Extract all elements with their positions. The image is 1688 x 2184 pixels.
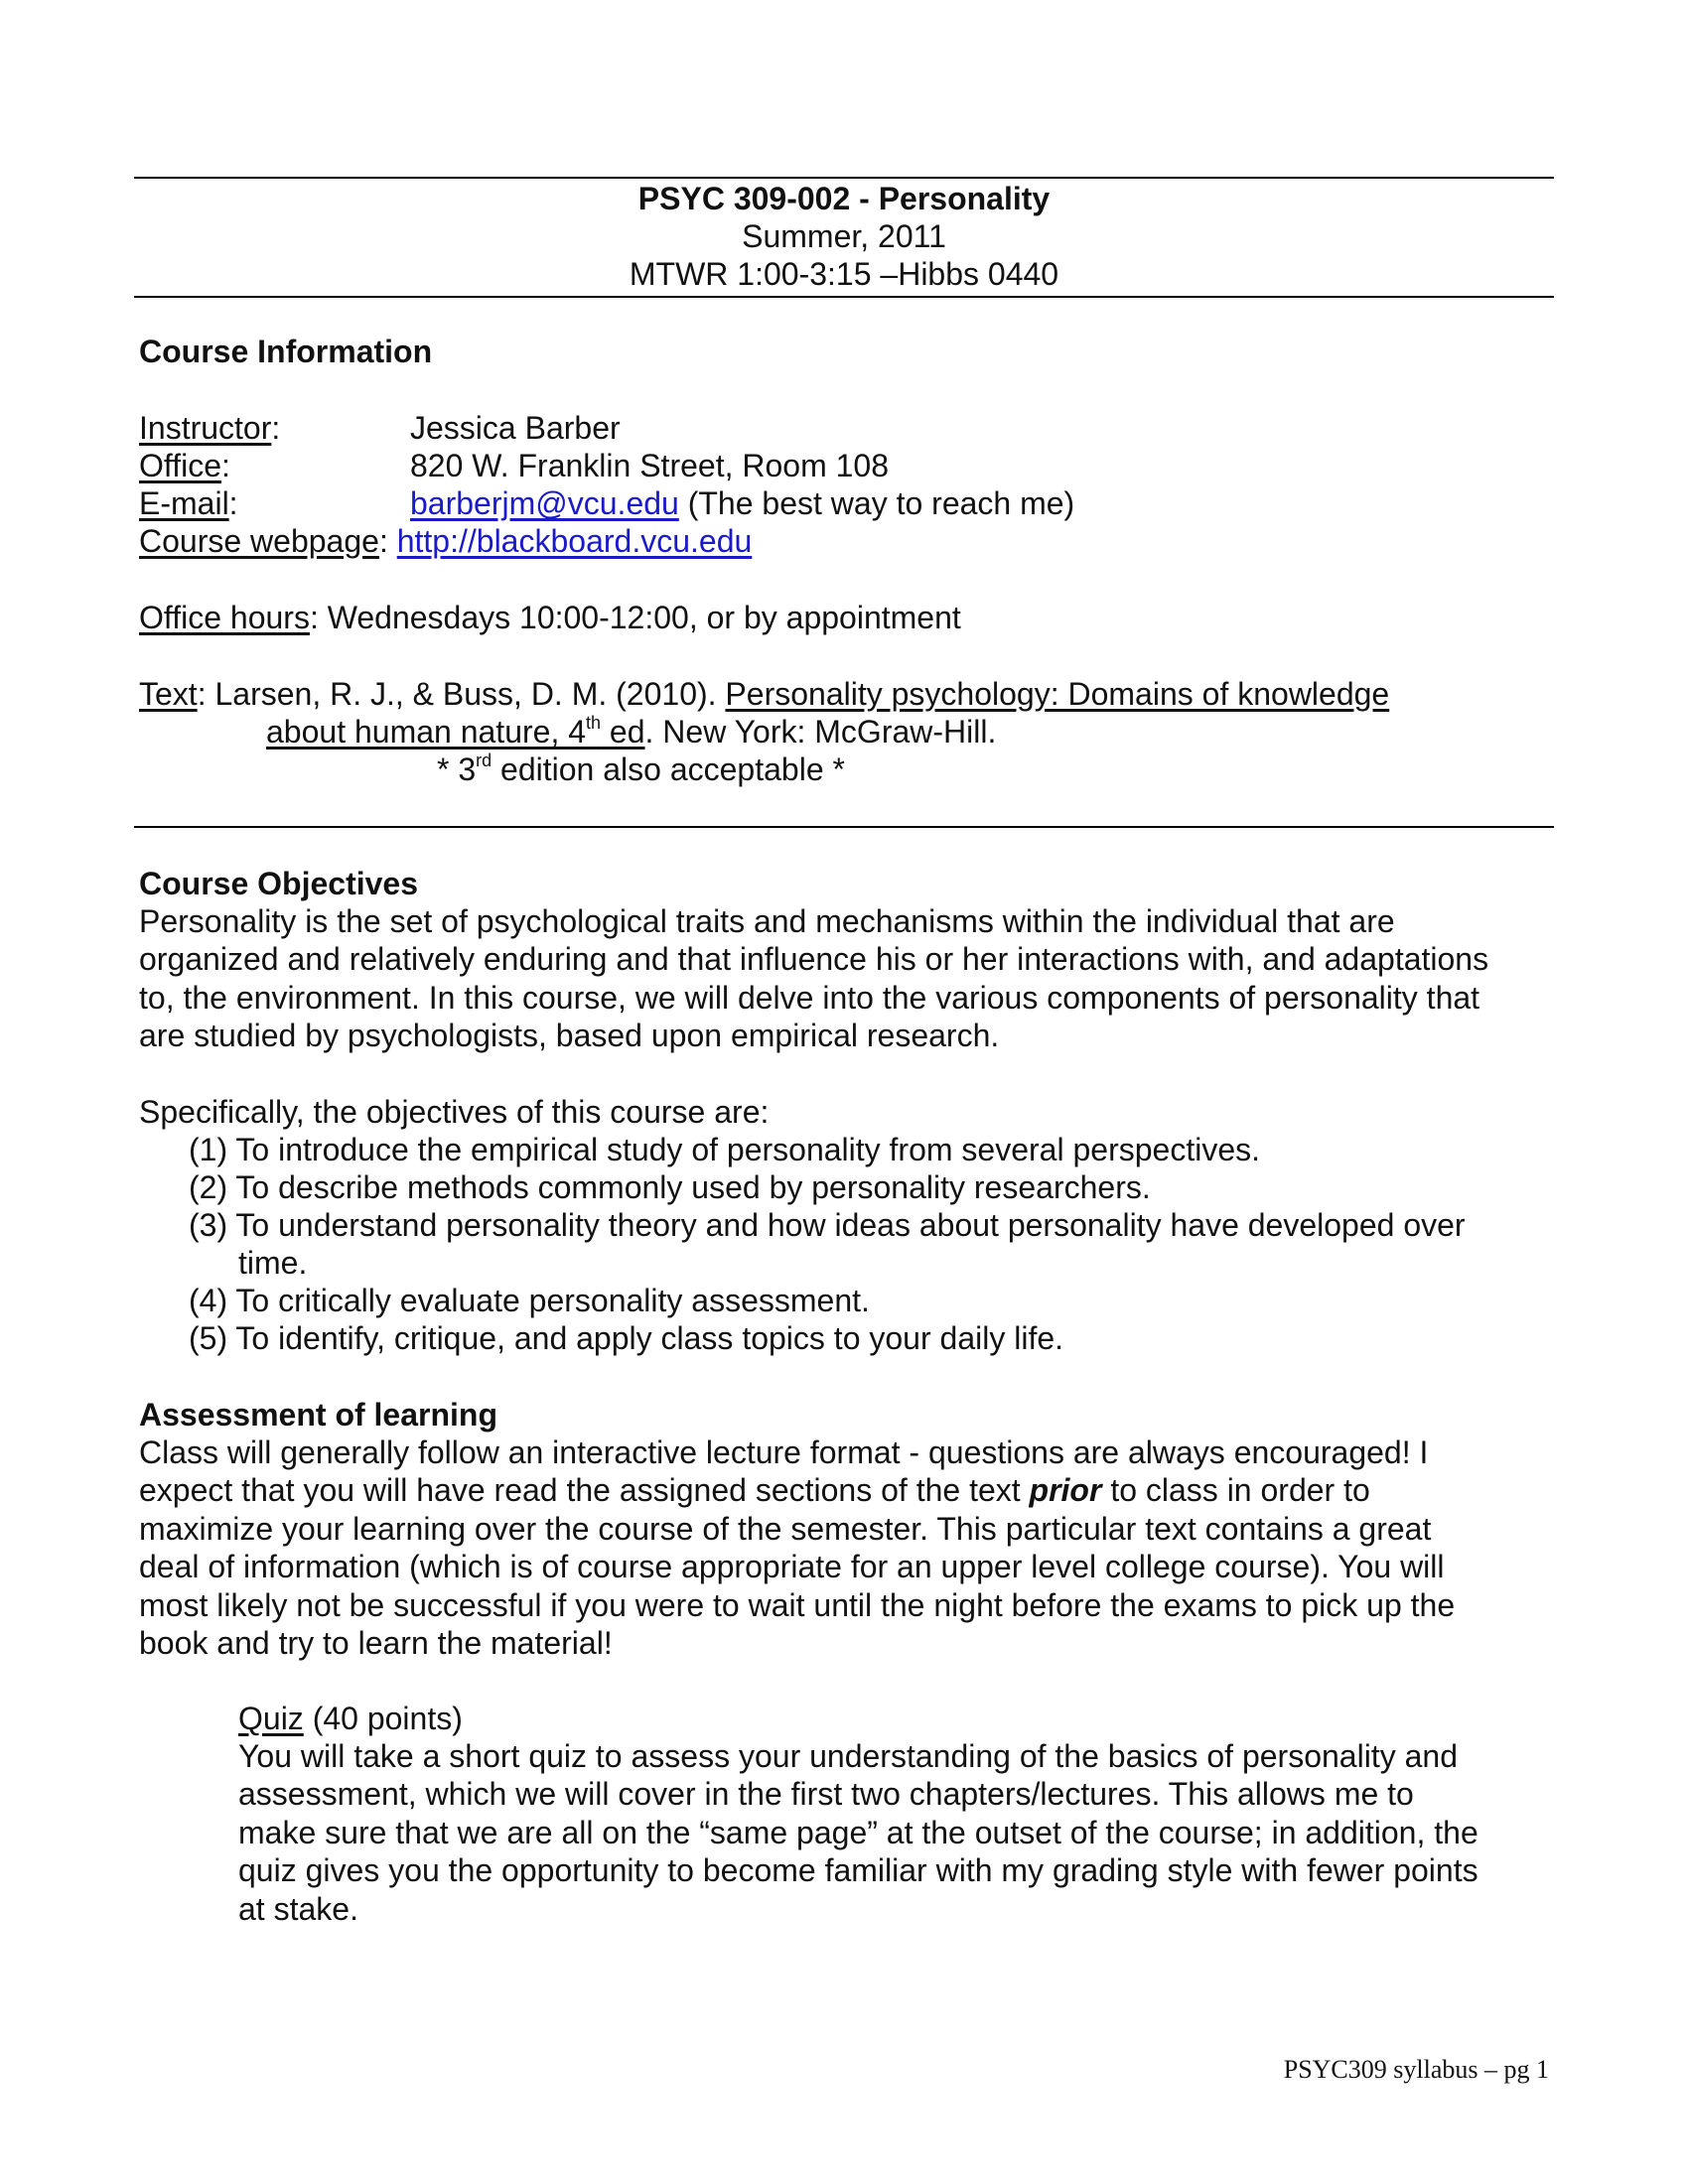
objective-item-4: (4) To critically evaluate personality assessment. bbox=[189, 1283, 870, 1318]
text-title-line1: Personality psychology: Domains of knowledge bbox=[725, 676, 1390, 712]
text-row bbox=[139, 675, 1389, 713]
emphasis-prior: prior bbox=[1029, 1472, 1102, 1509]
quiz-paragraph: You will take a short quiz to assess your understanding of the basics of personality and assessment, which we will cover in the first two chapters/lectures. This allows me to make sure that we are all on the “same page” at the outset of the course; in addition, the quiz gives you the opportunity to become familiar with my grading style with fewer points at stake. bbox=[238, 1738, 1478, 1927]
objectives-paragraph: Personality is the set of psychological traits and mechanisms within the individual that are organized and relatively enduring and that influence his or her interactions with, and adaptations to, the environment. In this course, we will delve into the various components of personality that are studied by psychologists, based upon empirical research. bbox=[139, 903, 1489, 1054]
webpage-row: Course webpage: http://blackboard.vcu.edu bbox=[139, 523, 753, 559]
assessment-heading: Assessment of learning bbox=[139, 1397, 497, 1433]
course-schedule: MTWR 1:00-3:15 –Hibbs 0440 bbox=[629, 256, 1059, 292]
text-title-line2: about human nature, 4th ed bbox=[266, 713, 645, 750]
text-label: Text bbox=[139, 676, 198, 712]
quiz-heading bbox=[238, 1700, 463, 1737]
email-note: (The best way to reach me) bbox=[678, 485, 1075, 521]
email-link[interactable]: barberjm@vcu.edu bbox=[410, 485, 679, 521]
assessment-paragraph: Class will generally follow an interactive lecture format - questions are always encouraged! I expect that you will have read the assigned sections of the text prior to class in order to maximize your learning over the course of the semester. This particular text contains a great deal of information (which is of course appropriate for an upper level college course). You will most likely not be successful if you were to wait until the night before the exams to pick up the book and try to learn the material! bbox=[139, 1434, 1456, 1662]
text-authors: : Larsen, R. J., & Buss, D. M. (2010). bbox=[197, 676, 726, 712]
office-hours-label: Office hours bbox=[139, 600, 310, 635]
section-divider-rule bbox=[134, 826, 1554, 828]
objective-item-1: (1) To introduce the empirical study of personality from several perspectives. bbox=[189, 1132, 1260, 1167]
page-footer: PSYC309 syllabus – pg 1 bbox=[1283, 2055, 1549, 2084]
office-label: Office bbox=[139, 448, 221, 483]
course-term: Summer, 2011 bbox=[742, 218, 946, 254]
office-row: Office: bbox=[139, 448, 230, 483]
office-hours-row bbox=[139, 599, 961, 636]
text-publisher: . New York: McGraw-Hill. bbox=[644, 714, 997, 750]
objective-item-5: (5) To identify, critique, and apply class topics to your daily life. bbox=[189, 1320, 1064, 1356]
email-row: E-mail: bbox=[139, 485, 238, 521]
office-hours-value: : Wednesdays 10:00-12:00, or by appointment bbox=[309, 600, 961, 635]
course-title: PSYC 309-002 - Personality bbox=[637, 181, 1051, 216]
objective-item-3: (3) To understand personality theory and how ideas about personality have developed over bbox=[189, 1207, 1466, 1243]
objectives-intro: Specifically, the objectives of this course are: bbox=[139, 1094, 770, 1130]
quiz-points: (40 points) bbox=[303, 1701, 463, 1736]
objectives-heading: Course Objectives bbox=[139, 866, 418, 901]
header-top-rule bbox=[134, 177, 1554, 179]
objective-item-3-continued: time. bbox=[238, 1245, 308, 1281]
edition-note: * 3rd edition also acceptable * bbox=[437, 751, 845, 787]
course-info-heading: Course Information bbox=[139, 334, 433, 369]
instructor-value: Jessica Barber bbox=[410, 410, 621, 446]
webpage-link[interactable]: http://blackboard.vcu.edu bbox=[396, 523, 753, 559]
email-label: E-mail bbox=[139, 485, 229, 521]
text-row-continued bbox=[266, 713, 996, 751]
webpage-label: Course webpage bbox=[139, 523, 379, 559]
office-value: 820 W. Franklin Street, Room 108 bbox=[410, 448, 889, 483]
instructor-label: Instructor bbox=[139, 410, 272, 446]
quiz-label: Quiz bbox=[238, 1701, 304, 1736]
header-bottom-rule bbox=[134, 296, 1554, 298]
instructor-row: Instructor: bbox=[139, 410, 281, 446]
objective-item-2: (2) To describe methods commonly used by personality researchers. bbox=[189, 1169, 1151, 1205]
email-value bbox=[410, 484, 1074, 522]
